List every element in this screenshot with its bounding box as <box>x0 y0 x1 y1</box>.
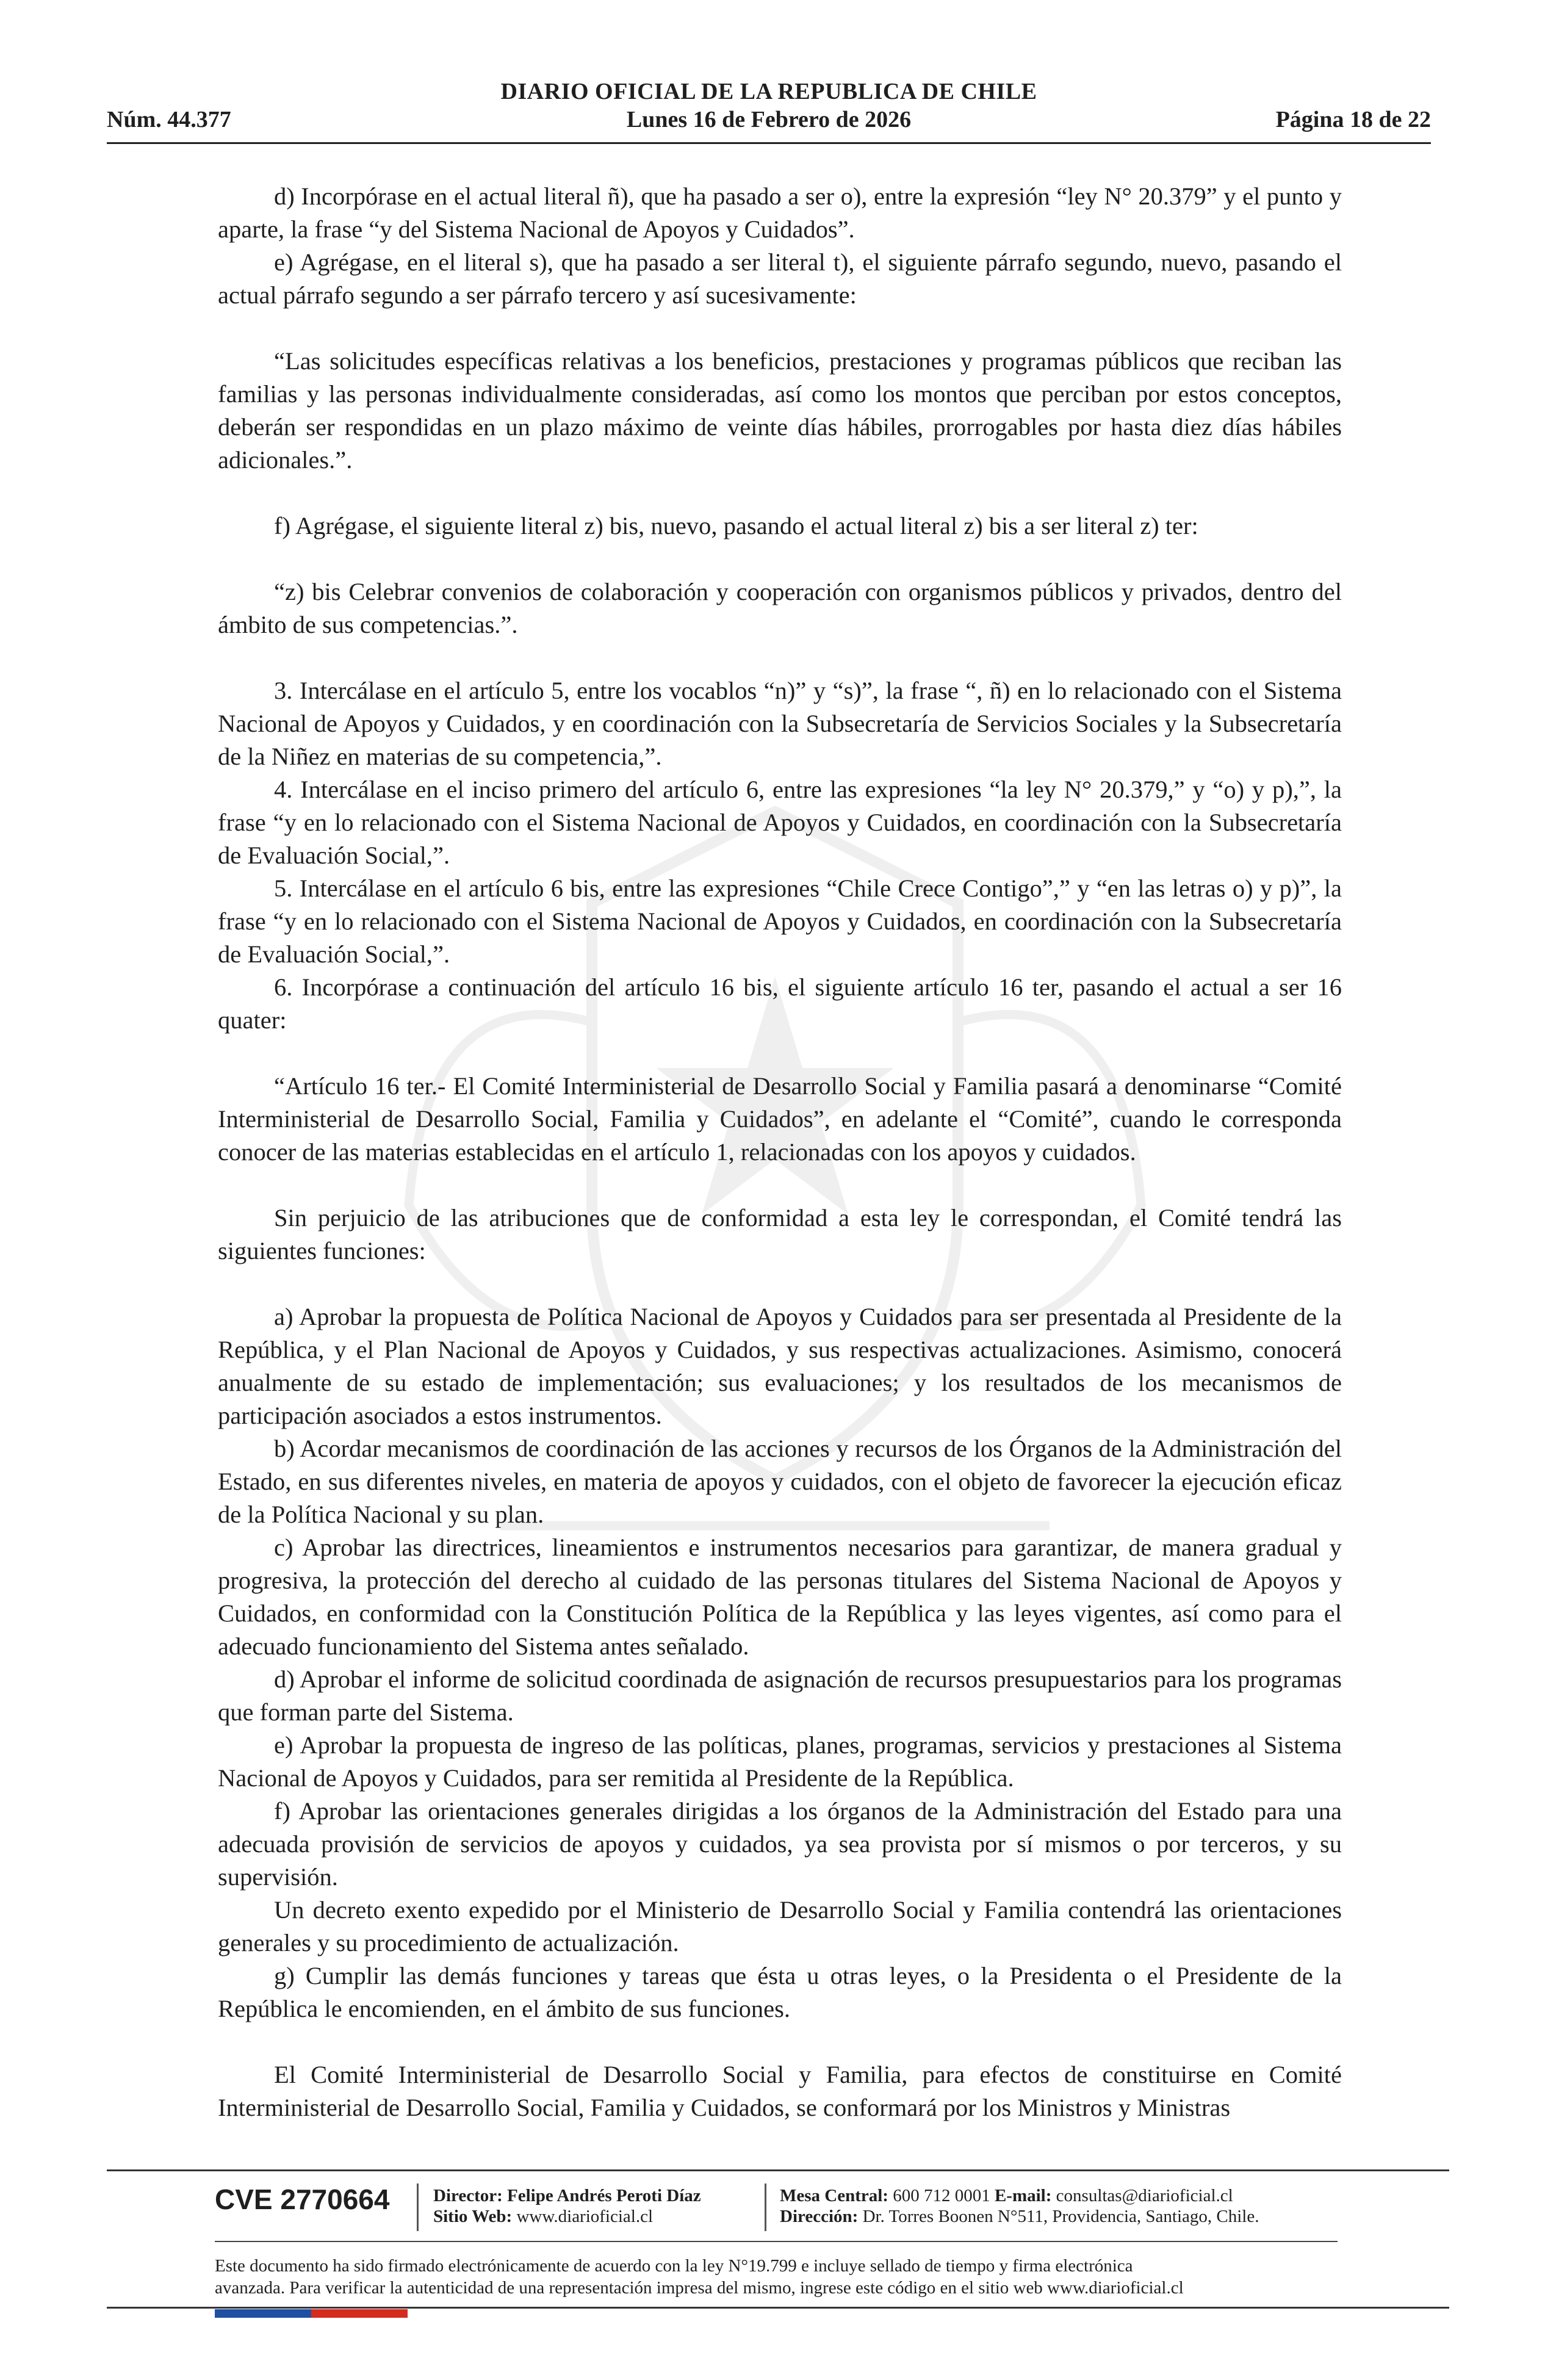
paragraph-f: f) Agrégase, el siguiente literal z) bis, nuevo, pasando el actual literal z) bis a ser literal z) ter: <box>274 512 1198 539</box>
director-name: Felipe Andrés Peroti Díaz <box>507 2186 701 2205</box>
paragraph-funcion-g: g) Cumplir las demás funciones y tareas que ésta u otras leyes, o la Presidenta o el Presidente de la República le encomienden, en el ámbito de sus funciones. <box>218 1962 1342 2022</box>
flag-stripe-red <box>311 2309 408 2318</box>
footer-divider-middle <box>215 2241 1338 2242</box>
paragraph-articulo-16-ter: “Artículo 16 ter.- El Comité Interministerial de Desarrollo Social y Familia pasará a denominarse “Comité Interministerial de Desarrollo Social, Familia y Cuidados”, en adelante el “Comité”, cuando le corresponda conocer de las materias establecidas en el artículo 1, relacionadas con los apoyos y cuidados. <box>218 1072 1342 1166</box>
paragraph-funcion-c: c) Aprobar las directrices, lineamientos e instrumentos necesarios para garantizar, de manera gradual y progresiva, la protección del derecho al cuidado de las personas titulares del Sistema Nacional de Apoyos y Cuidados, en conformidad con la Constitución Política de la República y las leyes vigentes, así como para el adecuado funcionamiento del Sistema antes señalado. <box>218 1534 1342 1660</box>
paragraph-comite-conformacion: El Comité Interministerial de Desarrollo Social y Familia, para efectos de constituirse en Comité Interministerial de Desarrollo Social, Familia y Cuidados, se conformará por los Ministros y Ministras <box>218 2061 1342 2121</box>
paragraph-decreto: Un decreto exento expedido por el Ministerio de Desarrollo Social y Familia contendrá las orientaciones generales y su procedimiento de actualización. <box>218 1896 1342 1956</box>
legal-note-line-2: avanzada. Para verificar la autenticidad de una representación impresa del mismo, ingrese este código en el sitio web www.diarioficial.cl <box>215 2278 1184 2298</box>
issue-number: Núm. 44.377 <box>107 107 231 132</box>
footer-divider-top <box>107 2169 1449 2171</box>
phone-label: Mesa Central: <box>780 2186 888 2205</box>
website-label: Sitio Web: <box>433 2207 513 2226</box>
director-line <box>433 2185 701 2207</box>
website-link[interactable]: www.diarioficial.cl <box>516 2207 654 2226</box>
header-divider <box>107 142 1431 144</box>
page-header <box>107 78 1431 139</box>
paragraph-funcion-f: f) Aprobar las orientaciones generales dirigidas a los órganos de la Administración del Estado para una adecuada provisión de servicios de apoyos y cuidados, ya sea provista por sí mismos o por terceros, y su supervisión. <box>218 1797 1342 1891</box>
address-line <box>780 2205 1259 2227</box>
paragraph-funciones-intro: Sin perjuicio de las atribuciones que de conformidad a esta ley le correspondan, el Comité tendrá las siguientes funciones: <box>218 1204 1342 1264</box>
paragraph-d: d) Incorpórase en el actual literal ñ), que ha pasado a ser o), entre la expresión “ley N° 20.379” y el punto y aparte, la frase “y del Sistema Nacional de Apoyos y Cuidados”. <box>218 182 1342 243</box>
issue-date: Lunes 16 de Febrero de 2026 <box>626 107 912 132</box>
address-label: Dirección: <box>780 2207 859 2226</box>
cve-code: CVE 2770664 <box>215 2183 390 2215</box>
paragraph-quote-z-bis: “z) bis Celebrar convenios de colaboración y cooperación con organismos públicos y privados, dentro del ámbito de sus competencias.”. <box>218 578 1342 638</box>
paragraph-funcion-e: e) Aprobar la propuesta de ingreso de las políticas, planes, programas, servicios y prestaciones al Sistema Nacional de Apoyos y Cuidados, para ser remitida al Presidente de la República. <box>218 1731 1342 1792</box>
email-label: E-mail: <box>994 2186 1052 2205</box>
contact-line <box>780 2185 1233 2207</box>
paragraph-funcion-b: b) Acordar mecanismos de coordinación de las acciones y recursos de los Órganos de la Administración del Estado, en sus diferentes niveles, en materia de apoyos y cuidados, con el objeto de favorecer la ejecución eficaz de la Política Nacional y su plan. <box>218 1435 1342 1528</box>
flag-stripe-blue <box>215 2309 311 2318</box>
paragraph-3: 3. Intercálase en el artículo 5, entre los vocablos “n)” y “s)”, la frase “, ñ) en lo relacionado con el Sistema Nacional de Apoyos y Cuidados, y en coordinación con la Subsecretaría de Servicios Sociales y la Subsecretaría de la Niñez en materias de su competencia,”. <box>218 677 1342 770</box>
footer-separator-1 <box>417 2183 419 2231</box>
address-text: Dr. Torres Boonen N°511, Providencia, Santiago, Chile. <box>862 2207 1259 2226</box>
legal-note <box>215 2255 1339 2299</box>
paragraph-5: 5. Intercálase en el artículo 6 bis, entre las expresiones “Chile Crece Contigo”,” y “en las letras o) y p)”, la frase “y en lo relacionado con el Sistema Nacional de Apoyos y Cuidados, en coordinación con la Subsecretaría de Evaluación Social,”. <box>218 874 1342 968</box>
email-link[interactable]: consultas@diarioficial.cl <box>1056 2186 1233 2205</box>
paragraph-4: 4. Intercálase en el inciso primero del artículo 6, entre las expresiones “la ley N° 20.379,” y “o) y p),”, la frase “y en lo relacionado con el Sistema Nacional de Apoyos y Cuidados, en coordinación con la Subsecretaría de Evaluación Social,”. <box>218 776 1342 869</box>
legal-note-line-1: Este documento ha sido firmado electrónicamente de acuerdo con la ley N°19.799 e incluye sellado de tiempo y firma electrónica <box>215 2256 1133 2276</box>
phone-number: 600 712 0001 <box>893 2186 990 2205</box>
director-label: Director: <box>433 2186 503 2205</box>
paragraph-funcion-a: a) Aprobar la propuesta de Política Nacional de Apoyos y Cuidados para ser presentada al Presidente de la República, y el Plan Nacional de Apoyos y Cuidados, y sus respectivas actualizaciones. Asimismo, conocerá anualmente de su estado de implementación; sus evaluaciones; y los resultados de los mecanismos de participación asociados a estos instrumentos. <box>218 1303 1342 1429</box>
paragraph-quote-solicitudes: “Las solicitudes específicas relativas a los beneficios, prestaciones y programas públicos que reciban las familias y las personas individualmente consideradas, así como los montos que perciban por estos conceptos, deberán ser respondidas en un plazo máximo de veinte días hábiles, prorrogables por hasta diez días hábiles adicionales.”. <box>218 347 1342 474</box>
footer-divider-bottom <box>107 2307 1449 2309</box>
website-line <box>433 2205 653 2227</box>
newspaper-title: DIARIO OFICIAL DE LA REPUBLICA DE CHILE <box>500 79 1037 104</box>
paragraph-6: 6. Incorpórase a continuación del artículo 16 bis, el siguiente artículo 16 ter, pasando el actual a ser 16 quater: <box>218 973 1342 1034</box>
footer-separator-2 <box>765 2183 766 2231</box>
paragraph-e: e) Agrégase, en el literal s), que ha pasado a ser literal t), el siguiente párrafo segundo, nuevo, pasando el actual párrafo segundo a ser párrafo tercero y así sucesivamente: <box>218 248 1342 309</box>
page-number: Página 18 de 22 <box>1275 107 1431 132</box>
paragraph-funcion-d: d) Aprobar el informe de solicitud coordinada de asignación de recursos presupuestarios para los programas que forman parte del Sistema. <box>218 1665 1342 1726</box>
article-body <box>218 180 1342 2124</box>
